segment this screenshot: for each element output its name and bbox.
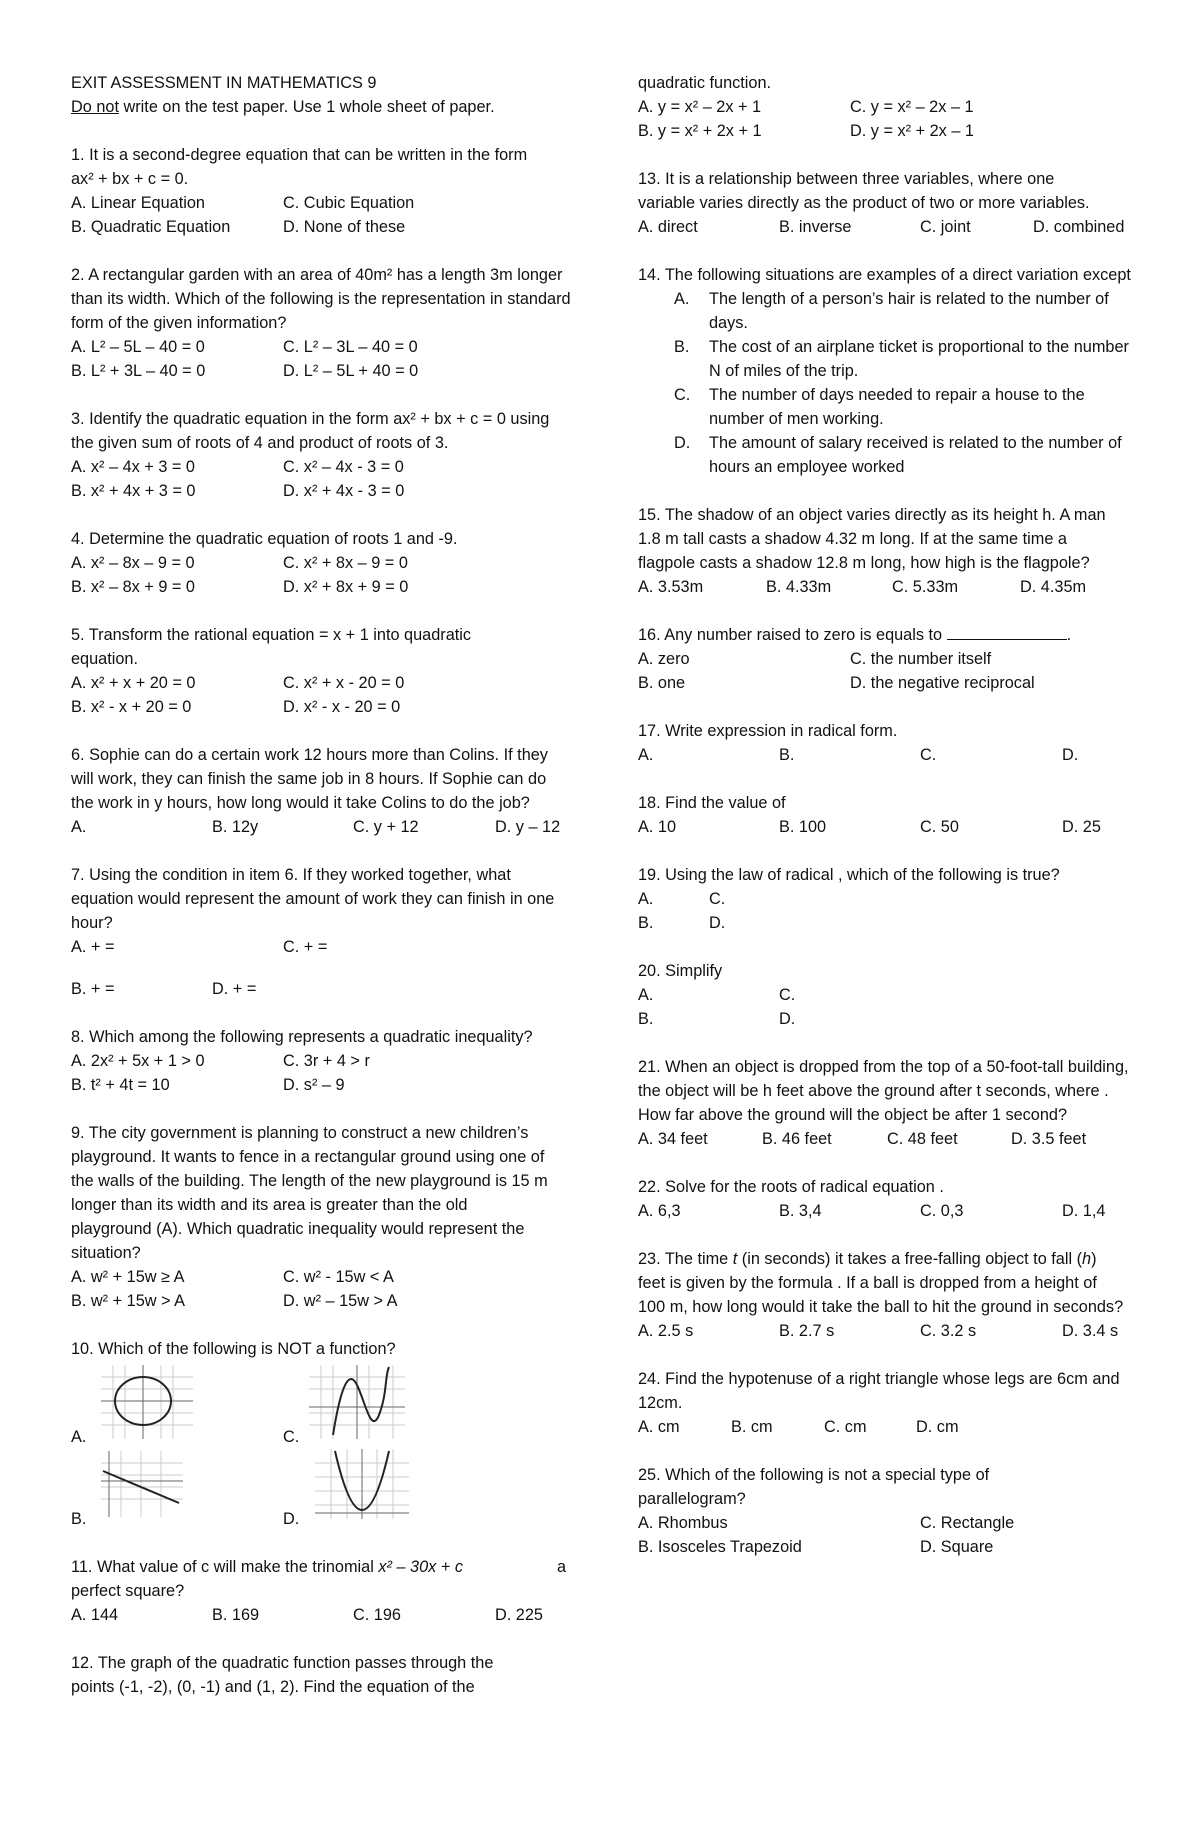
question-text-main: 11. What value of c will make the trinomial: [71, 1558, 379, 1576]
question-24: [638, 1367, 1143, 1439]
question-text: 6. Sophie can do a certain work 12 hours more than Colins. If they will work, they can finish the same job in 8 hours. If Sophie can do the work in y hours, how long would it take Colins to do the job?: [71, 746, 548, 812]
option-c[interactable]: C. x² + 8x – 9 = 0: [283, 554, 408, 572]
option-a[interactable]: A.: [638, 890, 654, 908]
option-c[interactable]: C. x² + x - 20 = 0: [283, 674, 405, 692]
header: [71, 71, 571, 119]
question-17: [638, 719, 1143, 767]
question-expression: x² – 30x + c: [378, 1558, 463, 1576]
option-b[interactable]: B. L² + 3L – 40 = 0: [71, 362, 206, 380]
option-d[interactable]: D.: [1062, 746, 1079, 764]
question-text: 13. It is a relationship between three variables, where one variable varies directly as the product of two or more variables.: [638, 170, 1090, 212]
item-letter: B.: [674, 338, 690, 356]
question-text-part: (in seconds) it takes a free-falling object to fall (: [737, 1250, 1083, 1268]
option-c[interactable]: C.: [920, 746, 937, 764]
question-text: [71, 1555, 571, 1579]
question-text: 25. Which of the following is not a special type of parallelogram?: [638, 1466, 990, 1508]
option-b[interactable]: B.: [71, 1510, 87, 1528]
question-12: [71, 1651, 571, 1699]
option-c[interactable]: C. y + 12: [353, 818, 419, 836]
question-text: [638, 623, 1143, 647]
option-b[interactable]: B. 46 feet: [762, 1130, 832, 1148]
list-item[interactable]: [638, 383, 1143, 431]
option-a[interactable]: A. 3.53m: [638, 578, 704, 596]
instructions: [71, 95, 571, 119]
option-b[interactable]: B. 169: [212, 1606, 260, 1624]
option-d[interactable]: D. s² – 9: [283, 1076, 345, 1094]
option-b[interactable]: B. Isosceles Trapezoid: [638, 1538, 802, 1556]
option-d[interactable]: D.: [709, 914, 726, 932]
question-text: 24. Find the hypotenuse of a right triangle whose legs are 6cm and 12cm.: [638, 1370, 1120, 1412]
option-d[interactable]: D. 1,4: [1062, 1202, 1106, 1220]
option-a[interactable]: A. zero: [638, 650, 690, 668]
option-d[interactable]: D.: [779, 1010, 796, 1028]
option-a[interactable]: A. L² – 5L – 40 = 0: [71, 338, 205, 356]
question-12-continued: [638, 71, 1143, 143]
item-text: The amount of salary received is related to the number of hours an employee worked: [709, 434, 1122, 476]
left-column: [71, 71, 571, 1699]
option-c[interactable]: C.: [779, 986, 796, 1004]
page-title: EXIT ASSESSMENT IN MATHEMATICS 9: [71, 74, 377, 92]
option-c[interactable]: C. L² – 3L – 40 = 0: [283, 338, 418, 356]
question-text: 17. Write expression in radical form.: [638, 722, 898, 740]
option-d[interactable]: D. cm: [916, 1418, 959, 1436]
option-d[interactable]: D. L² – 5L + 40 = 0: [283, 362, 419, 380]
option-d[interactable]: D. None of these: [283, 218, 406, 236]
line-graph: [101, 1451, 183, 1517]
question-text-end: a: [557, 1558, 567, 1576]
option-a[interactable]: A. w² + 15w ≥ A: [71, 1268, 185, 1286]
question-text: 21. When an object is dropped from the top of a 50-foot-tall building, the object will be h feet above the ground after t seconds, where . How far above the ground will the object be after 1 second?: [638, 1058, 1129, 1124]
option-a[interactable]: A. cm: [638, 1418, 680, 1436]
option-b[interactable]: B. x² - x + 20 = 0: [71, 698, 192, 716]
question-text: 18. Find the value of: [638, 794, 786, 812]
option-c[interactable]: C. 50: [920, 818, 959, 836]
question-5: [71, 623, 571, 719]
option-b[interactable]: B.: [638, 1010, 654, 1028]
ellipse-graph: [101, 1365, 193, 1439]
list-item[interactable]: [638, 431, 1143, 479]
option-d[interactable]: D. 3.5 feet: [1011, 1130, 1087, 1148]
question-20: [638, 959, 1143, 1031]
parabola-graph: [315, 1449, 409, 1519]
option-b[interactable]: B. t² + 4t = 10: [71, 1076, 170, 1094]
instruction-emphasis: Do not: [71, 98, 119, 116]
question-text: 12. The graph of the quadratic function passes through the points (-1, -2), (0, -1) and (1, 2). Find the equation of the: [71, 1654, 494, 1696]
option-b[interactable]: B. one: [638, 674, 686, 692]
option-b[interactable]: B. Quadratic Equation: [71, 218, 231, 236]
item-letter: D.: [674, 434, 691, 452]
option-a[interactable]: A. Linear Equation: [71, 194, 205, 212]
question-2: [71, 263, 571, 383]
option-a[interactable]: A. 6,3: [638, 1202, 681, 1220]
option-d[interactable]: D. 3.4 s: [1062, 1322, 1119, 1340]
question-4: [71, 527, 571, 599]
option-a[interactable]: A.: [71, 818, 87, 836]
question-text: [638, 1247, 1128, 1319]
variable-t: t: [732, 1250, 738, 1268]
option-d[interactable]: D. y – 12: [495, 818, 561, 836]
option-a[interactable]: A. x² + x + 20 = 0: [71, 674, 196, 692]
item-letter: C.: [674, 386, 691, 404]
question-text: 7. Using the condition in item 6. If they worked together, what equation would represent the amount of work they can finish in one hour?: [71, 866, 555, 932]
option-a[interactable]: A. 10: [638, 818, 677, 836]
option-b[interactable]: B. 2.7 s: [779, 1322, 835, 1340]
question-1: [71, 143, 571, 239]
option-d[interactable]: D.: [283, 1510, 300, 1528]
list-item[interactable]: [638, 287, 1143, 335]
graph-options: [71, 1365, 571, 1531]
option-d[interactable]: D. 4.35m: [1020, 578, 1087, 596]
option-a[interactable]: A.: [638, 746, 654, 764]
option-c[interactable]: C. 48 feet: [887, 1130, 958, 1148]
option-a[interactable]: A. 2x² + 5x + 1 > 0: [71, 1052, 205, 1070]
option-b[interactable]: B. y = x² + 2x + 1: [638, 122, 762, 140]
option-c[interactable]: C. Rectangle: [920, 1514, 1015, 1532]
option-c[interactable]: C.: [709, 890, 726, 908]
question-16: [638, 623, 1143, 695]
question-text: 8. Which among the following represents a quadratic inequality?: [71, 1028, 533, 1046]
option-a[interactable]: A. y = x² – 2x + 1: [638, 98, 762, 116]
option-d[interactable]: D. 225: [495, 1606, 543, 1624]
option-c[interactable]: C. 196: [353, 1606, 401, 1624]
option-d[interactable]: D. Square: [920, 1538, 994, 1556]
question-14: [638, 263, 1143, 479]
right-column: [638, 71, 1143, 1559]
item-text: The cost of an airplane ticket is proportional to the number N of miles of the trip.: [709, 338, 1129, 380]
option-d[interactable]: D. + =: [212, 980, 257, 998]
option-b[interactable]: B. cm: [731, 1418, 773, 1436]
option-d[interactable]: D. y = x² + 2x – 1: [850, 122, 974, 140]
option-b[interactable]: B. 4.33m: [766, 578, 832, 596]
item-text: The number of days needed to repair a house to the number of men working.: [709, 386, 1085, 428]
question-21: [638, 1055, 1143, 1151]
question-text-main: 16. Any number raised to zero is equals to: [638, 626, 943, 644]
option-d[interactable]: D. the negative reciprocal: [850, 674, 1035, 692]
option-d[interactable]: D. x² + 4x - 3 = 0: [283, 482, 405, 500]
option-c[interactable]: C. the number itself: [850, 650, 992, 668]
option-a[interactable]: A. x² – 8x – 9 = 0: [71, 554, 195, 572]
question-text: 10. Which of the following is NOT a function?: [71, 1340, 396, 1358]
question-13: [638, 167, 1143, 239]
option-a[interactable]: A. direct: [638, 218, 698, 236]
question-19: [638, 863, 1143, 935]
option-a[interactable]: A.: [71, 1428, 87, 1446]
option-d[interactable]: D. x² - x - 20 = 0: [283, 698, 401, 716]
option-c[interactable]: C. w² - 15w < A: [283, 1268, 394, 1286]
option-c[interactable]: C. x² – 4x - 3 = 0: [283, 458, 404, 476]
option-b[interactable]: B. 100: [779, 818, 827, 836]
option-a[interactable]: A. Rhombus: [638, 1514, 728, 1532]
question-text: 19. Using the law of radical , which of the following is true?: [638, 866, 1060, 884]
option-c[interactable]: C. y = x² – 2x – 1: [850, 98, 974, 116]
option-b[interactable]: B. x² + 4x + 3 = 0: [71, 482, 196, 500]
question-text: 14. The following situations are examples of a direct variation except: [638, 266, 1131, 284]
question-text: 3. Identify the quadratic equation in the form ax² + bx + c = 0 using the given sum of roots of 4 and product of roots of 3.: [71, 410, 550, 452]
instruction-text: write on the test paper. Use 1 whole sheet of paper.: [118, 98, 495, 116]
option-b[interactable]: B. w² + 15w > A: [71, 1292, 186, 1310]
question-text: 5. Transform the rational equation = x + 1 into quadratic equation.: [71, 626, 472, 668]
option-b[interactable]: B. 3,4: [779, 1202, 822, 1220]
option-c[interactable]: C.: [283, 1428, 300, 1446]
question-18: [638, 791, 1143, 839]
option-d[interactable]: D. combined: [1033, 218, 1125, 236]
option-c[interactable]: C. 5.33m: [892, 578, 959, 596]
option-c[interactable]: C. + =: [283, 938, 328, 956]
question-text: 1. It is a second-degree equation that can be written in the form ax² + bx + c = 0.: [71, 146, 528, 188]
cubic-graph: [309, 1365, 405, 1439]
option-c[interactable]: C. joint: [920, 218, 971, 236]
answer-blank: [947, 625, 1067, 640]
option-a[interactable]: A. 144: [71, 1606, 119, 1624]
question-6: [71, 743, 571, 839]
question-23: [638, 1247, 1143, 1343]
question-text-part: ) feet is given by the formula . If a ball is dropped from a height of 100 m, how long would it take the ball to hit the ground in seconds?: [638, 1250, 1124, 1316]
option-b[interactable]: B.: [638, 914, 654, 932]
question-text-continued: quadratic function.: [638, 74, 772, 92]
option-a[interactable]: A.: [638, 986, 654, 1004]
question-9: [71, 1121, 571, 1313]
question-text: 9. The city government is planning to construct a new children’s playground. It wants to fence in a rectangular ground using one of the walls of the building. The length of the new playground is 15 m longer than its width and its area is greater than the old playground (A). Which quadratic inequality would represent the situation?: [71, 1124, 548, 1262]
option-a[interactable]: A. 2.5 s: [638, 1322, 694, 1340]
option-b[interactable]: B. x² – 8x + 9 = 0: [71, 578, 195, 596]
question-text: 4. Determine the quadratic equation of roots 1 and -9.: [71, 530, 458, 548]
question-11: [71, 1555, 571, 1627]
option-d[interactable]: D. x² + 8x + 9 = 0: [283, 578, 409, 596]
question-text: 2. A rectangular garden with an area of 40m² has a length 3m longer than its width. Which of the following is the representation in standard form of the given information?: [71, 266, 571, 332]
question-text: 15. The shadow of an object varies directly as its height h. A man 1.8 m tall casts a shadow 4.32 m long. If at the same time a flagpole casts a shadow 12.8 m long, how high is the flagpole?: [638, 506, 1106, 572]
question-22: [638, 1175, 1143, 1223]
option-b[interactable]: B. 12y: [212, 818, 259, 836]
question-text: 20. Simplify: [638, 962, 723, 980]
option-a[interactable]: A. 34 feet: [638, 1130, 708, 1148]
option-c[interactable]: C. 3r + 4 > r: [283, 1052, 370, 1070]
option-d[interactable]: D. w² – 15w > A: [283, 1292, 398, 1310]
option-c[interactable]: C. cm: [824, 1418, 867, 1436]
question-text-line2: perfect square?: [71, 1582, 185, 1600]
option-b[interactable]: B. + =: [71, 980, 115, 998]
option-a[interactable]: A. x² – 4x + 3 = 0: [71, 458, 195, 476]
question-text: 22. Solve for the roots of radical equation .: [638, 1178, 944, 1196]
question-text-end: .: [1066, 626, 1072, 644]
option-a[interactable]: A. + =: [71, 938, 115, 956]
question-10: [71, 1337, 571, 1531]
list-item[interactable]: [638, 335, 1143, 383]
option-d[interactable]: D. 25: [1062, 818, 1101, 836]
option-b[interactable]: B. inverse: [779, 218, 852, 236]
item-text: The length of a person’s hair is related to the number of days.: [709, 290, 1109, 332]
option-c[interactable]: C. 0,3: [920, 1202, 964, 1220]
question-15: [638, 503, 1143, 599]
question-3: [71, 407, 571, 503]
question-25: [638, 1463, 1143, 1559]
question-8: [71, 1025, 571, 1097]
question-text-part: 23. The time: [638, 1250, 733, 1268]
option-c[interactable]: C. Cubic Equation: [283, 194, 415, 212]
question-7: [71, 863, 571, 1001]
variable-h: h: [1082, 1250, 1092, 1268]
option-b[interactable]: B.: [779, 746, 795, 764]
option-c[interactable]: C. 3.2 s: [920, 1322, 977, 1340]
item-letter: A.: [674, 290, 690, 308]
